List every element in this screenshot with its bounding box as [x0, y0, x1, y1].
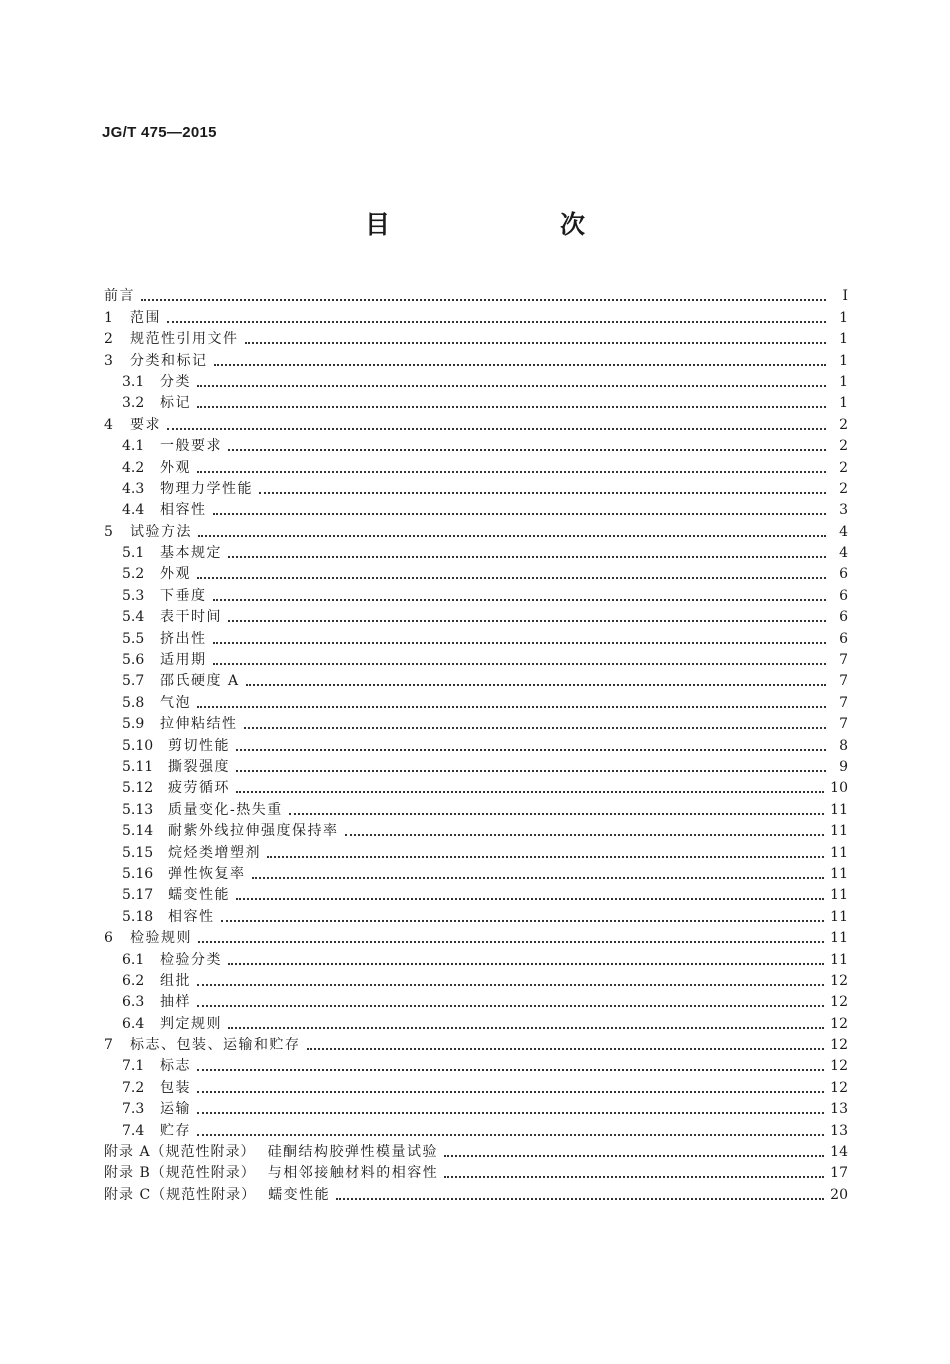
- toc-entry-number: 5.5: [122, 630, 145, 647]
- toc-entry-label: 下垂度: [160, 587, 207, 604]
- toc-leader-dots: [244, 727, 827, 729]
- toc-entry-label: 邵氏硬度 A: [160, 673, 240, 690]
- toc-entry[interactable]: [104, 1118, 848, 1139]
- toc-entry-page: 7: [839, 694, 848, 711]
- toc-entry-number: 5.11: [122, 758, 154, 775]
- toc-entry-label: 前言: [104, 288, 135, 305]
- toc-entry-number: 6: [104, 930, 113, 947]
- toc-entry-number: 7.4: [122, 1122, 145, 1139]
- toc-entry-label: 适用期: [160, 652, 207, 669]
- toc-entry-label: 范围: [130, 309, 161, 326]
- toc-entry-page: 6: [839, 566, 848, 583]
- toc-entry[interactable]: [104, 391, 848, 412]
- toc-entry[interactable]: [104, 519, 848, 540]
- toc-entry[interactable]: [104, 840, 848, 861]
- toc-entry-page: 4: [839, 523, 848, 540]
- toc-entry[interactable]: [104, 1075, 848, 1096]
- toc-entry-label: 气泡: [160, 694, 191, 711]
- toc-entry-number: 4.4: [122, 502, 145, 519]
- toc-entry[interactable]: [104, 412, 848, 433]
- toc-entry-number: 附录 B（规范性附录）: [104, 1165, 256, 1182]
- toc-entry-label: 检验规则: [130, 930, 192, 947]
- toc-entry-label: 运输: [160, 1101, 191, 1118]
- toc-entry-number: 7.1: [122, 1058, 145, 1075]
- toc-entry-page: 2: [839, 416, 848, 433]
- toc-leader-dots: [197, 706, 826, 708]
- toc-leader-dots: [167, 428, 826, 430]
- toc-entry-number: 7: [104, 1037, 113, 1054]
- toc-entry[interactable]: [104, 327, 848, 348]
- toc-entry[interactable]: [104, 348, 848, 369]
- toc-leader-dots: [214, 364, 827, 366]
- toc-entry-number: 4.1: [122, 438, 145, 455]
- toc-entry[interactable]: [104, 455, 848, 476]
- toc-entry[interactable]: [104, 284, 848, 305]
- toc-entry-page: 10: [830, 780, 848, 797]
- toc-entry[interactable]: [104, 626, 848, 647]
- toc-entry-label: 分类: [160, 373, 191, 390]
- toc-entry-page: 6: [839, 587, 848, 604]
- toc-entry-label: 相容性: [168, 908, 215, 925]
- toc-entry-label: 标志、包装、运输和贮存: [130, 1037, 301, 1054]
- toc-entry-page: 12: [830, 972, 848, 989]
- toc-entry[interactable]: [104, 370, 848, 391]
- toc-entry-page: 1: [839, 331, 848, 348]
- toc-leader-dots: [213, 513, 827, 515]
- toc-entry-number: 6.3: [122, 994, 145, 1011]
- toc-entry-number: 5.6: [122, 652, 145, 669]
- toc-entry-number: 5: [104, 523, 113, 540]
- toc-entry-page: 1: [839, 352, 848, 369]
- toc-leader-dots: [197, 471, 826, 473]
- toc-entry-page: 13: [830, 1122, 848, 1139]
- toc-leader-dots: [197, 1134, 824, 1136]
- toc-entry[interactable]: [104, 1054, 848, 1075]
- toc-entry[interactable]: [104, 926, 848, 947]
- toc-entry[interactable]: [104, 1182, 848, 1203]
- toc-leader-dots: [197, 406, 826, 408]
- toc-leader-dots: [197, 577, 826, 579]
- toc-leader-dots: [213, 642, 827, 644]
- toc-leader-dots: [444, 1176, 824, 1178]
- toc-entry-label: 分类和标记: [130, 352, 208, 369]
- toc-entry-label: 烷烃类增塑剂: [168, 844, 261, 861]
- toc-entry-page: 6: [839, 630, 848, 647]
- toc-entry[interactable]: [104, 305, 848, 326]
- toc-leader-dots: [336, 1198, 824, 1200]
- toc-entry[interactable]: [104, 797, 848, 818]
- toc-leader-dots: [246, 684, 826, 686]
- toc-entry-page: 2: [839, 480, 848, 497]
- toc-entry-number: 5.13: [122, 801, 154, 818]
- toc-leader-dots: [444, 1155, 824, 1157]
- toc-entry-label: 蠕变性能: [168, 887, 230, 904]
- toc-leader-dots: [228, 556, 826, 558]
- toc-entry-label: 外观: [160, 566, 191, 583]
- toc-entry-page: I: [842, 288, 848, 305]
- toc-entry-number: 5.16: [122, 865, 154, 882]
- toc-entry-label: 要求: [130, 416, 161, 433]
- toc-entry-page: 11: [830, 801, 848, 818]
- toc-entry-page: 2: [839, 459, 848, 476]
- toc-entry-number: 5.1: [122, 545, 145, 562]
- toc-leader-dots: [228, 449, 826, 451]
- toc-entry-page: 1: [839, 395, 848, 412]
- toc-entry-label: 判定规则: [160, 1015, 222, 1032]
- toc-entry[interactable]: [104, 755, 848, 776]
- toc-entry-label: 相容性: [160, 502, 207, 519]
- toc-entry[interactable]: [104, 712, 848, 733]
- toc-entry-page: 3: [839, 502, 848, 519]
- toc-entry-label: 抽样: [160, 994, 191, 1011]
- toc-entry-page: 17: [830, 1165, 848, 1182]
- toc-entry-label: 表干时间: [160, 609, 222, 626]
- toc-entry-label: 疲劳循环: [168, 780, 230, 797]
- toc-entry-page: 1: [839, 373, 848, 390]
- toc-entry-page: 6: [839, 609, 848, 626]
- toc-entry-number: 附录 C（规范性附录）: [104, 1186, 257, 1203]
- toc-leader-dots: [197, 385, 826, 387]
- toc-entry-label: 剪切性能: [168, 737, 230, 754]
- toc-entry[interactable]: [104, 776, 848, 797]
- toc-entry[interactable]: [104, 605, 848, 626]
- toc-entry[interactable]: [104, 541, 848, 562]
- toc-entry[interactable]: [104, 498, 848, 519]
- toc-leader-dots: [228, 963, 824, 965]
- toc-entry[interactable]: [104, 819, 848, 840]
- toc-leader-dots: [197, 1112, 824, 1114]
- toc-entry[interactable]: [104, 883, 848, 904]
- toc-leader-dots: [197, 1091, 824, 1093]
- toc-entry-number: 附录 A（规范性附录）: [104, 1144, 256, 1161]
- toc-entry-page: 7: [839, 652, 848, 669]
- toc-entry-label: 贮存: [160, 1122, 191, 1139]
- toc-entry-label: 标志: [160, 1058, 191, 1075]
- toc-entry-label: 蠕变性能: [268, 1186, 331, 1203]
- toc-leader-dots: [167, 321, 826, 323]
- toc-entry-number: 5.2: [122, 566, 145, 583]
- toc-entry-number: 4.2: [122, 459, 145, 476]
- toc-leader-dots: [198, 535, 826, 537]
- toc-leader-dots: [228, 620, 826, 622]
- toc-entry[interactable]: [104, 669, 848, 690]
- toc-leader-dots: [197, 984, 824, 986]
- toc-entry-number: 5.3: [122, 587, 145, 604]
- toc-entry[interactable]: [104, 648, 848, 669]
- page-title: 目 次: [364, 210, 625, 239]
- toc-entry[interactable]: [104, 477, 848, 498]
- toc-entry-label: 一般要求: [160, 438, 222, 455]
- toc-entry-number: 5.7: [122, 673, 145, 690]
- toc-entry-page: 11: [830, 823, 848, 840]
- toc-entry-label: 物理力学性能: [160, 480, 253, 497]
- toc-entry-label: 耐紫外线拉伸强度保持率: [168, 823, 339, 840]
- toc-entry-page: 11: [830, 844, 848, 861]
- toc-entry-page: 7: [839, 716, 848, 733]
- toc-entry[interactable]: [104, 969, 848, 990]
- toc-entry-label: 包装: [160, 1079, 191, 1096]
- toc-entry-number: 3.2: [122, 395, 145, 412]
- toc-entry-number: 5.4: [122, 609, 145, 626]
- toc-entry-label: 外观: [160, 459, 191, 476]
- toc-entry-label: 与相邻接触材料的相容性: [267, 1165, 439, 1182]
- toc-entry-number: 6.1: [122, 951, 145, 968]
- toc-entry-label: 弹性恢复率: [168, 865, 246, 882]
- toc-leader-dots: [307, 1048, 825, 1050]
- toc-leader-dots: [221, 920, 825, 922]
- toc-entry[interactable]: [104, 990, 848, 1011]
- toc-entry-page: 12: [830, 994, 848, 1011]
- toc-entry[interactable]: [104, 733, 848, 754]
- toc-entry-label: 挤出性: [160, 630, 207, 647]
- toc-entry[interactable]: [104, 904, 848, 925]
- toc-entry-number: 5.18: [122, 908, 154, 925]
- toc-entry-label: 硅酮结构胶弹性模量试验: [267, 1144, 439, 1161]
- toc-entry-page: 20: [830, 1186, 848, 1203]
- toc-entry-label: 基本规定: [160, 545, 222, 562]
- toc-entry-number: 5.17: [122, 887, 154, 904]
- toc-entry-number: 6.2: [122, 972, 145, 989]
- toc-entry-page: 11: [830, 908, 848, 925]
- toc-entry-page: 11: [830, 887, 848, 904]
- toc-leader-dots: [345, 834, 825, 836]
- toc-entry-number: 5.12: [122, 780, 154, 797]
- toc-entry-page: 1: [839, 309, 848, 326]
- toc-entry-page: 12: [830, 1079, 848, 1096]
- toc-entry-label: 检验分类: [160, 951, 222, 968]
- toc-entry-number: 1: [104, 309, 113, 326]
- toc-entry-number: 5.9: [122, 716, 145, 733]
- toc-entry-number: 4: [104, 416, 113, 433]
- toc-leader-dots: [236, 791, 824, 793]
- toc-entry[interactable]: [104, 434, 848, 455]
- toc-entry-page: 9: [839, 758, 848, 775]
- toc-leader-dots: [245, 342, 827, 344]
- toc-leader-dots: [213, 663, 827, 665]
- toc-leader-dots: [197, 1005, 824, 1007]
- toc-entry-label: 组批: [160, 972, 191, 989]
- toc-entry-page: 12: [830, 1015, 848, 1032]
- toc-entry-label: 试验方法: [130, 523, 192, 540]
- toc-leader-dots: [197, 1069, 824, 1071]
- toc-entry-page: 4: [839, 545, 848, 562]
- toc-leader-dots: [236, 749, 826, 751]
- toc-entry[interactable]: [104, 1140, 848, 1161]
- toc-entry-label: 质量变化-热失重: [168, 801, 283, 818]
- toc-entry-number: 3: [104, 352, 113, 369]
- toc-entry[interactable]: [104, 1033, 848, 1054]
- standard-code: JG/T 475—2015: [102, 124, 217, 141]
- toc-entry-number: 2: [104, 331, 113, 348]
- toc-leader-dots: [259, 492, 826, 494]
- toc-entry-page: 7: [839, 673, 848, 690]
- toc-entry-number: 5.14: [122, 823, 154, 840]
- toc-entry-number: 6.4: [122, 1015, 145, 1032]
- toc-leader-dots: [252, 877, 825, 879]
- toc-entry-page: 12: [830, 1037, 848, 1054]
- toc-entry[interactable]: [104, 690, 848, 711]
- toc-entry[interactable]: [104, 583, 848, 604]
- toc-entry-page: 2: [839, 438, 848, 455]
- table-of-contents: [104, 284, 848, 1204]
- toc-entry-page: 8: [839, 737, 848, 754]
- toc-leader-dots: [198, 941, 824, 943]
- toc-entry[interactable]: [104, 562, 848, 583]
- toc-entry-number: 5.8: [122, 694, 145, 711]
- toc-entry-number: 3.1: [122, 373, 145, 390]
- toc-entry[interactable]: [104, 1011, 848, 1032]
- toc-entry-label: 标记: [160, 395, 191, 412]
- toc-entry[interactable]: [104, 862, 848, 883]
- toc-leader-dots: [141, 299, 826, 301]
- toc-entry-label: 规范性引用文件: [130, 331, 239, 348]
- toc-entry-number: 5.10: [122, 737, 154, 754]
- toc-entry-number: 7.2: [122, 1079, 145, 1096]
- toc-entry[interactable]: [104, 947, 848, 968]
- toc-leader-dots: [236, 898, 824, 900]
- toc-entry-page: 11: [830, 865, 848, 882]
- toc-entry-number: 4.3: [122, 480, 145, 497]
- toc-entry-label: 撕裂强度: [168, 758, 230, 775]
- toc-entry-page: 11: [830, 951, 848, 968]
- toc-entry-page: 13: [830, 1101, 848, 1118]
- toc-entry-page: 11: [830, 930, 848, 947]
- toc-leader-dots: [228, 1027, 824, 1029]
- toc-leader-dots: [267, 856, 824, 858]
- toc-entry-page: 12: [830, 1058, 848, 1075]
- toc-entry-number: 7.3: [122, 1101, 145, 1118]
- toc-leader-dots: [236, 770, 826, 772]
- toc-entry-number: 5.15: [122, 844, 154, 861]
- toc-leader-dots: [213, 599, 827, 601]
- toc-entry[interactable]: [104, 1161, 848, 1182]
- toc-entry[interactable]: [104, 1097, 848, 1118]
- toc-leader-dots: [289, 813, 824, 815]
- toc-entry-label: 拉伸粘结性: [160, 716, 238, 733]
- toc-entry-page: 14: [830, 1144, 848, 1161]
